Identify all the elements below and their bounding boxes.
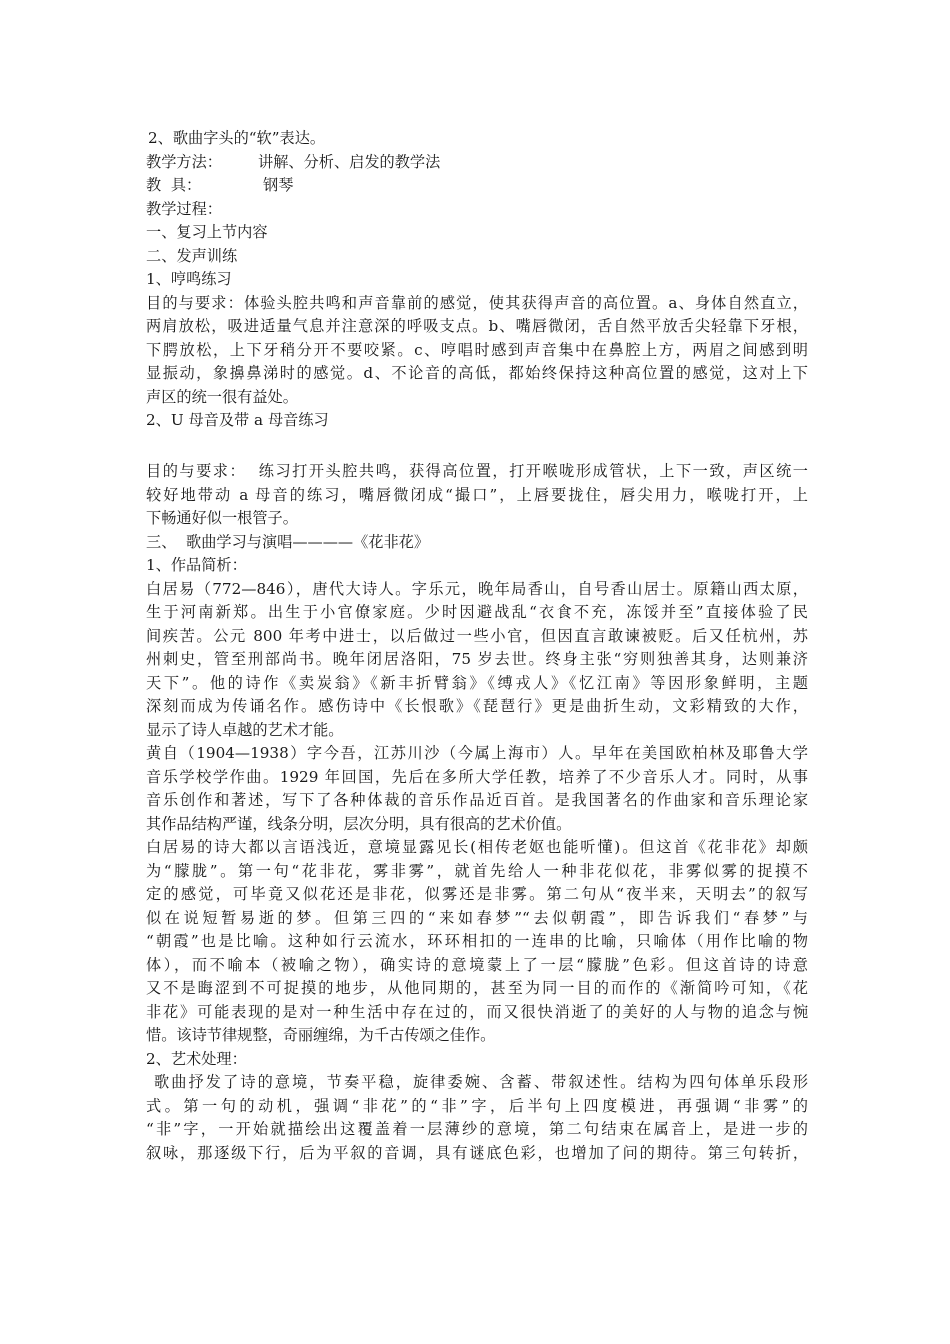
teaching-method-label: 教学方法： — [146, 152, 222, 171]
text-line: 深刻而成为传诵名作。感伤诗中《长恨歌》《琵琶行》更是曲折生动，文彩精致的大作， — [146, 697, 808, 715]
blank-line — [146, 433, 808, 457]
teaching-tools-label: 教 具： — [146, 176, 202, 194]
text-line: 目的与要求： 练习打开头腔共鸣，获得高位置，打开喉咙形成管状，上下一致，声区统一 — [146, 462, 808, 480]
text-line: 1、作品简析： — [146, 556, 247, 574]
text-line: 非花》可能表现的是对一种生活中存在过的，而又很快消逝了的美好的人与物的追念与惋 — [146, 1002, 808, 1021]
text-line: 1、哼鸣练习 — [146, 270, 232, 288]
text-line: 又不是晦涩到不可捉摸的地步，从他同期的，甚至为同一目的而作的《渐简吟可知，《花 — [146, 979, 808, 997]
text-line: 2、艺术处理： — [146, 1049, 247, 1068]
section-heading: 三、 歌曲学习与演唱————《花非花》 — [146, 532, 430, 551]
text-line: 2、U 母音及带 a 母音练习 — [146, 411, 329, 429]
text-line: 体），而不喻本（被喻之物），确实诗的意境蒙上了一层“朦胧”色彩。但这首诗的诗意 — [146, 955, 808, 974]
text-line: 显振动，象擤鼻涕时的感觉。d、不论音的高低，都始终保持这种高位置的感觉，这对上下 — [146, 364, 808, 382]
text-line: 音乐创作和著述，写下了各种体裁的音乐作品近百首。是我国著名的作曲家和音乐理论家 — [146, 791, 808, 809]
text-line: 州刺史，管至刑部尚书。晚年闭居洛阳，75 岁去世。终身主张“穷则独善其身，达则兼济 — [146, 650, 808, 668]
text-line: 下畅通好似一根管子。 — [146, 509, 298, 527]
text-line: 2、歌曲字头的“软”表达。 — [148, 129, 326, 147]
text-line: 黄自（1904—1938）字今吾，江苏川沙（今属上海市）人。早年在美国欧柏林及耶鲁大学 — [146, 744, 808, 762]
text-line: 两肩放松，吸进适量气息并注意深的呼吸支点。b、嘴唇微闭，舌自然平放舌尖轻靠下牙根， — [146, 317, 808, 335]
text-line: 声区的统一很有益处。 — [146, 387, 298, 406]
text-line: 显示了诗人卓越的艺术才能。 — [146, 720, 344, 739]
text-line: 天下”。他的诗作《卖炭翁》《新丰折臂翁》《缚戎人》《忆江南》等因形象鲜明，主题 — [146, 673, 808, 692]
teaching-tools-line — [146, 174, 808, 198]
text-line: 间疾苦。公元 800 年考中进士，以后做过一些小官，但因直言敢谏被贬。后又任杭州，苏 — [146, 626, 808, 645]
text-line: 较好地带动 a 母音的练习，嘴唇微闭成“撮口”，上唇要拢住，唇尖用力，喉咙打开，上 — [146, 485, 808, 504]
text-line: 白居易的诗大都以言语浅近，意境显露见长(相传老妪也能听懂)。但这首《花非花》却颇 — [146, 838, 808, 856]
text-line: 歌曲抒发了诗的意境，节奏平稳，旋律委婉、含蓄、带叙述性。结构为四句体单乐段形 — [154, 1073, 808, 1091]
text-line: “非”字，一开始就描绘出这覆盖着一层薄纱的意境，第二句结束在属音上，是进一步的 — [146, 1120, 808, 1138]
text-line: 似在说短暂易逝的梦。但第三四的“来如春梦”“去似朝霞”，即告诉我们“春梦”与 — [146, 908, 808, 927]
teaching-tools-value: 钢琴 — [263, 176, 294, 194]
text-line: 生于河南新郑。出生于小官僚家庭。少时因避战乱“衣食不充，冻馁并至”直接体验了民 — [146, 603, 808, 621]
text-line: 音乐学校学作曲。1929 年回国，先后在多所大学任教，培养了不少音乐人才。同时，从事 — [146, 767, 808, 786]
text-line: 式。第一句的动机，强调“非花”的“非”字，后半句上四度模进，再强调“非雾”的 — [146, 1096, 808, 1115]
text-line: 为“朦胧”。第一句“花非花，雾非雾”，就首先给人一种非花似花，非雾似雾的捉摸不 — [146, 861, 808, 880]
text-line: 下腭放松，上下牙稍分开不要咬紧。c、哼唱时感到声音集中在鼻腔上方，两眉之间感到明 — [146, 340, 808, 359]
text-line: 目的与要求：体验头腔共鸣和声音靠前的感觉，使其获得声音的高位置。a、身体自然直立， — [146, 293, 808, 312]
text-line: 叙咏，那逐级下行，后为平叙的音调，具有谜底色彩，也增加了问的期待。第三句转折， — [146, 1143, 808, 1162]
text-line: 教学过程： — [146, 199, 222, 218]
text-line: 白居易（772—846），唐代大诗人。字乐元，晚年局香山，自号香山居士。原籍山西太原， — [146, 579, 808, 598]
text-line: 一、复习上节内容 — [146, 223, 268, 241]
text-line: “朝霞”也是比喻。这种如行云流水，环环相扣的一连串的比喻，只喻体（用作比喻的物 — [146, 932, 808, 950]
document-page — [146, 127, 808, 1165]
text-line: 惜。该诗节律规整，奇丽缠绵，为千古传颂之佳作。 — [146, 1026, 496, 1044]
text-line: 二、发声训练 — [146, 246, 238, 265]
text-line: 其作品结构严谨，线条分明，层次分明，具有很高的艺术价值。 — [146, 814, 572, 833]
teaching-method-value: 讲解、分析、启发的教学法 — [258, 152, 441, 171]
teaching-method-line — [146, 151, 808, 175]
text-line: 定的感觉，可毕竟又似花还是非花，似雾还是非雾。第二句从“夜半来，天明去”的叙写 — [146, 885, 808, 903]
